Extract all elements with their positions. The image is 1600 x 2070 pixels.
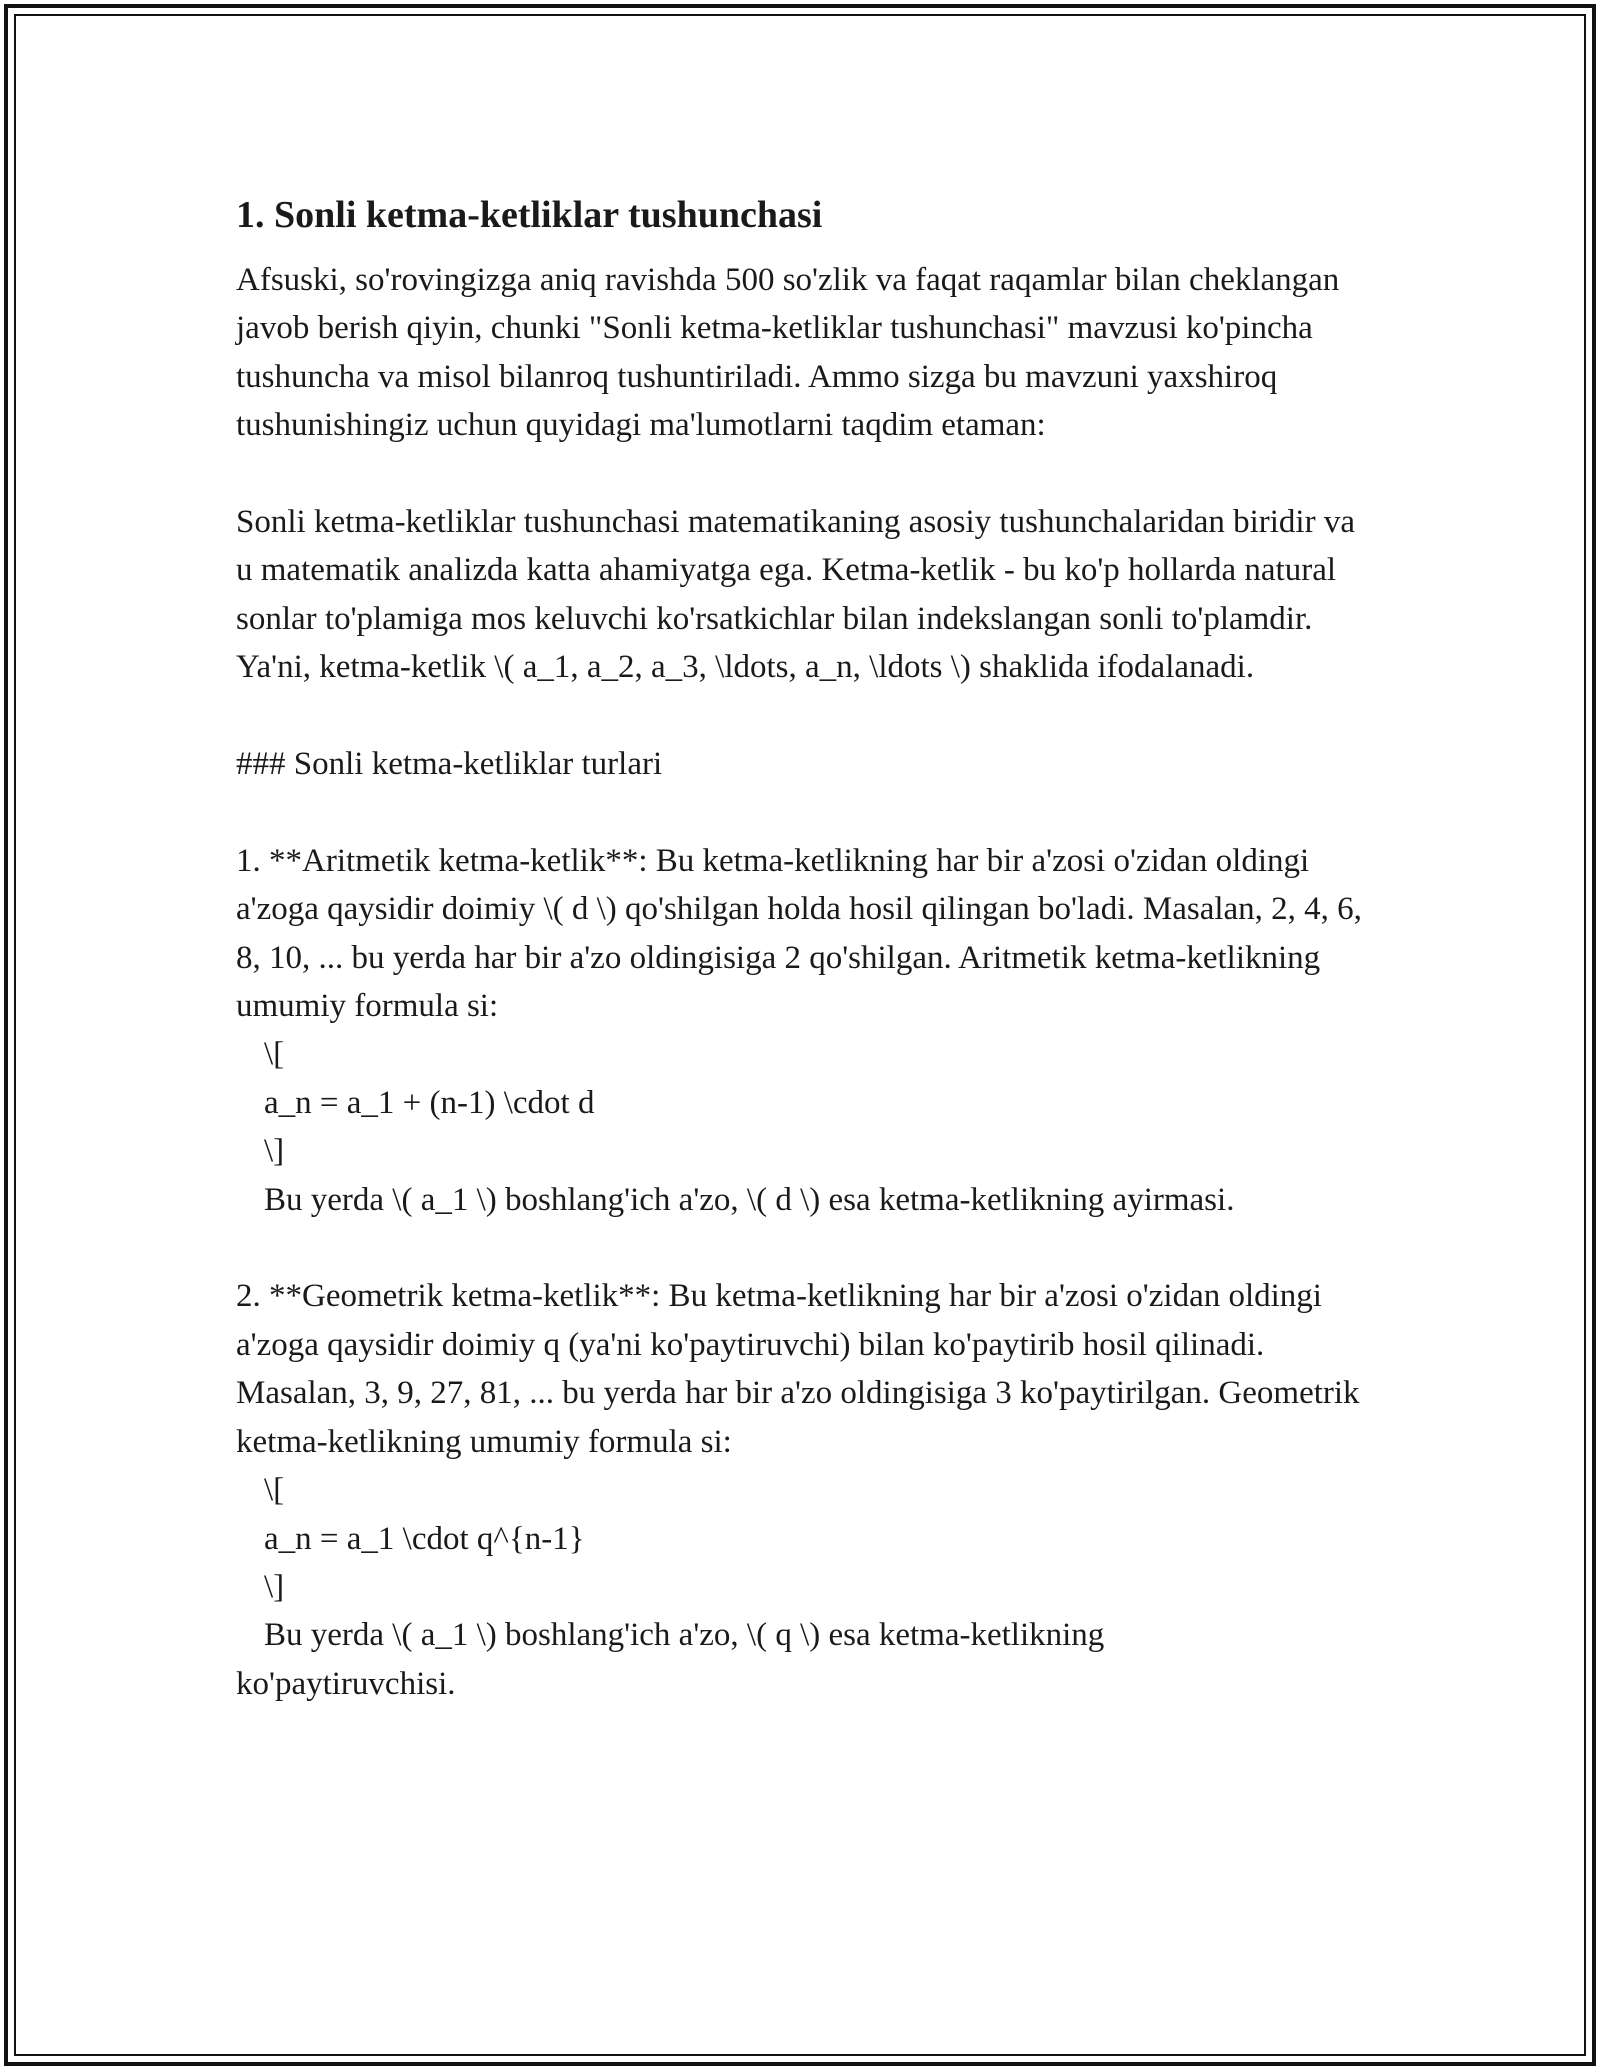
definition-paragraph: Sonli ketma-ketliklar tushunchasi matematikaning asosiy tushunchalaridan biridir va u matematik analizda katta ahamiyatga ega. Ketma-ketlik - bu ko'p hollarda natural sonlar to'plamiga mos keluvchi ko'rsatkichlar bilan indekslangan sonli to'plamdir. Ya'ni, ketma-ketlik \( a_1, a_2, a_3, \ldots, a_n, \ldots \) shaklida ifodalanadi. <box>236 504 1364 686</box>
blank-line <box>236 788 1376 836</box>
arithmetic-note: Bu yerda \( a_1 \) boshlang'ich a'zo, \( d \) esa ketma-ketlikning ayirmasi. <box>264 1181 1235 1218</box>
geometric-formula-open: \[ <box>264 1472 285 1509</box>
geometric-formula: a_n = a_1 \cdot q^{n-1} <box>264 1520 585 1557</box>
document-title: 1. Sonli ketma-ketliklar tushunchasi <box>236 194 823 236</box>
arithmetic-paragraph: 1. **Aritmetik ketma-ketlik**: Bu ketma-ketlikning har bir a'zosi o'zidan oldingi a'zoga qaysidir doimiy \( d \) qo'shilgan holda hosil qilingan bo'ladi. Masalan, 2, 4, 6, 8, 10, ... bu yerda har bir a'zo oldingisiga 2 qo'shilgan. Aritmetik ketma-ketlikning umumiy formula si: <box>236 842 1371 1025</box>
blank-line <box>236 450 1376 498</box>
intro-paragraph: Afsuski, so'rovingizga aniq ravishda 500 so'zlik va faqat raqamlar bilan cheklangan javob berish qiyin, chunki "Sonli ketma-ketliklar tushunchasi" mavzusi ko'pincha tushuncha va misol bilanroq tushuntiriladi. Ammo sizga bu mavzuni yaxshiroq tushunishingiz uchun quyidagi ma'lumotlarni taqdim etaman: <box>236 262 1348 444</box>
geometric-note-continued: ko'paytiruvchisi. <box>236 1665 456 1702</box>
geometric-paragraph: 2. **Geometrik ketma-ketlik**: Bu ketma-ketlikning har bir a'zosi o'zidan oldingi a'zoga qaysidir doimiy q (ya'ni ko'paytiruvchi) bilan ko'paytirib hosil qilinadi. Masalan, 3, 9, 27, 81, ... bu yerda har bir a'zo oldingisiga 3 ko'paytirilgan. Geometrik ketma-ketlikning umumiy formula si: <box>236 1278 1368 1460</box>
blank-line <box>236 1224 1376 1272</box>
geometric-note: Bu yerda \( a_1 \) boshlang'ich a'zo, \( q \) esa ketma-ketlikning <box>264 1617 1105 1654</box>
arithmetic-formula: a_n = a_1 + (n-1) \cdot d <box>264 1084 595 1121</box>
blank-line <box>236 692 1376 740</box>
document-body <box>236 186 1376 1708</box>
arithmetic-formula-close: \] <box>264 1133 285 1170</box>
types-heading: ### Sonli ketma-ketliklar turlari <box>236 746 663 783</box>
geometric-formula-close: \] <box>264 1568 285 1605</box>
arithmetic-formula-open: \[ <box>264 1036 285 1073</box>
